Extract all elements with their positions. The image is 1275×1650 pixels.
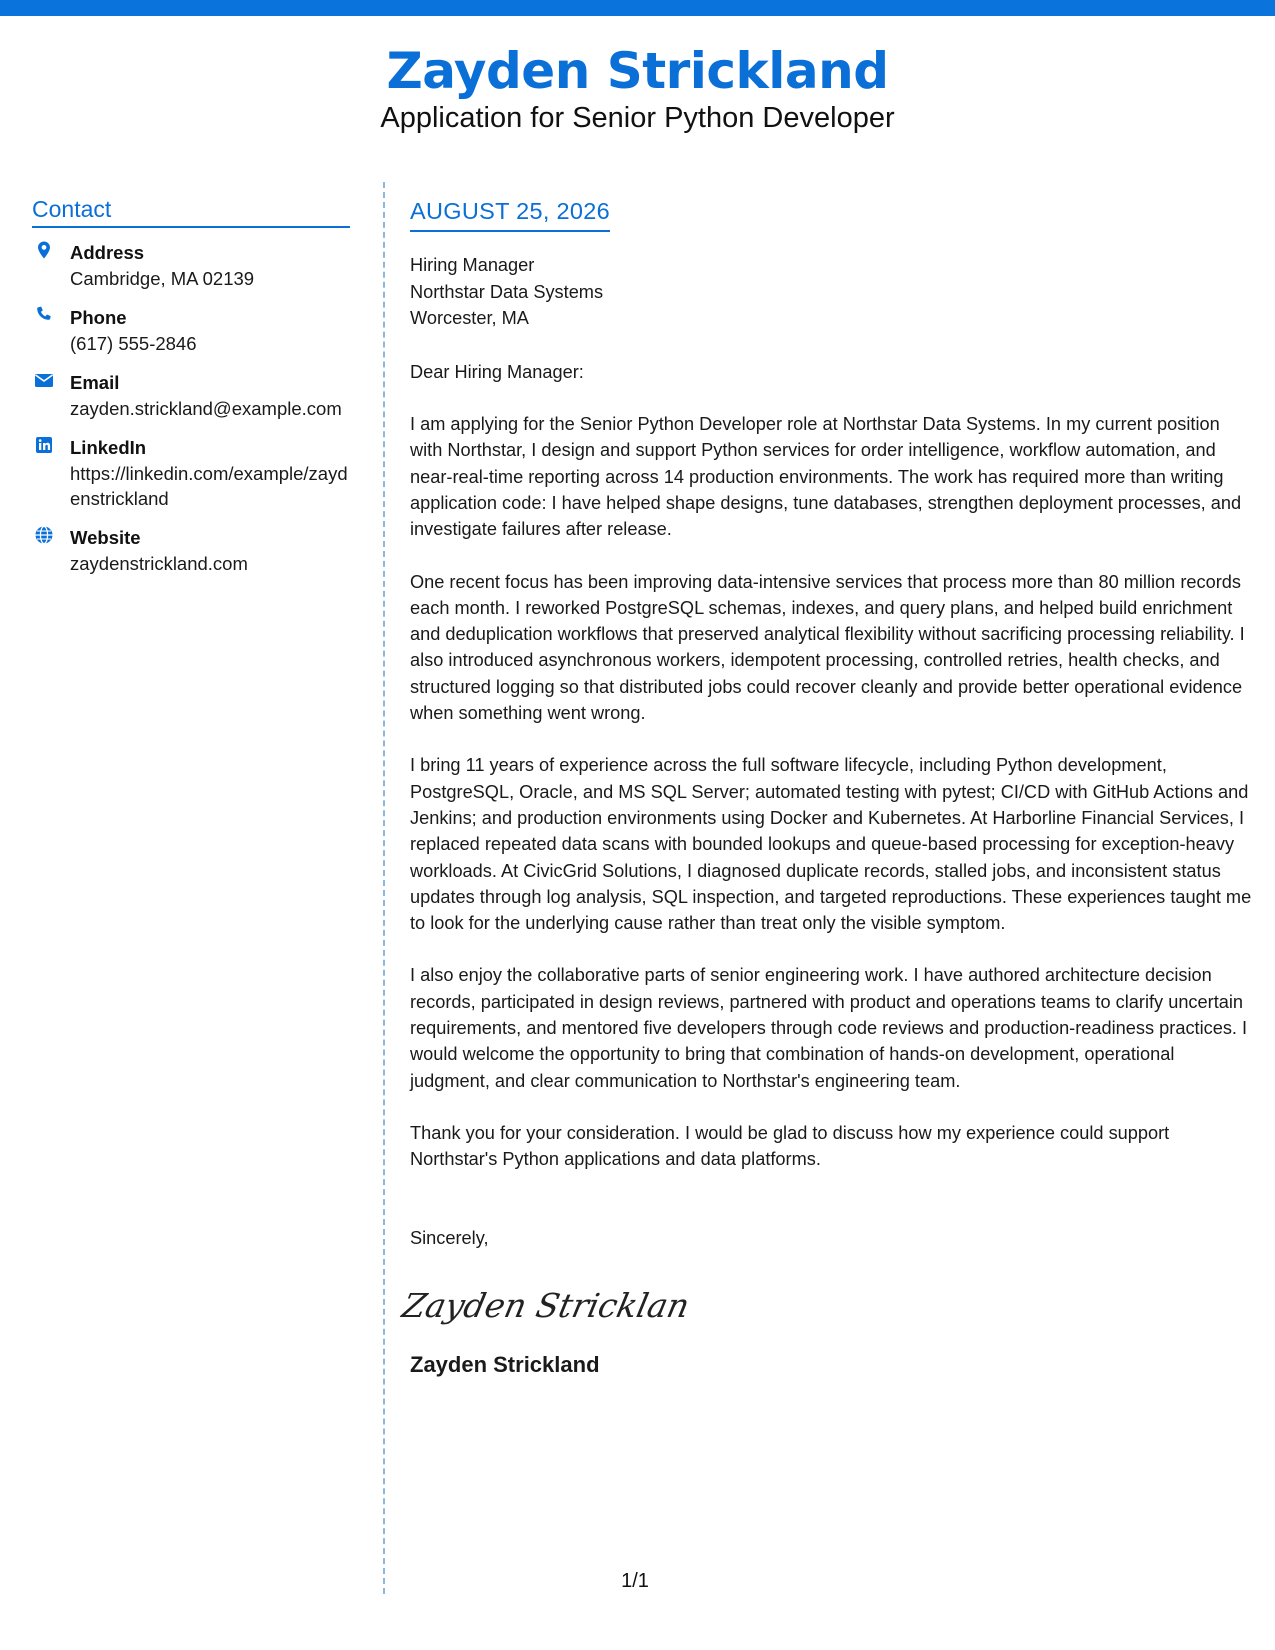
contact-phone-value: (617) 555-2846 [70, 333, 197, 354]
linkedin-icon [34, 435, 54, 455]
recipient-line: Worcester, MA [410, 308, 529, 329]
letter-paragraph: I am applying for the Senior Python Developer role at Northstar Data Systems. In my current position with Northstar, I design and support Python services for order intelligence, workflow automation, and near-real-time reporting across 14 production environments. The work has required more than writing application code: I have helped shape designs, tune databases, strengthen deployment processes, and investigate failures after release. [410, 414, 1242, 540]
letter-paragraph: One recent focus has been improving data-intensive services that process more than 80 million records each month. I reworked PostgreSQL schemas, indexes, and query plans, and helped build enrichment and deduplication workflows that preserved analytical flexibility without sacrificing processing reliability. I also introduced asynchronous workers, idempotent processing, controlled retries, health checks, and structured logging so that distributed jobs could recover cleanly and provide better operational evidence when something went wrong. [410, 571, 1245, 724]
application-subtitle: Application for Senior Python Developer [380, 102, 895, 134]
contact-email-value[interactable]: zayden.strickland@example.com [70, 398, 342, 419]
envelope-icon [34, 370, 54, 390]
contact-website [32, 525, 350, 576]
letter-body [398, 198, 1255, 1378]
contact-heading: Contact [32, 196, 350, 228]
recipient-block [410, 252, 1255, 332]
letter-paragraph: I bring 11 years of experience across the full software lifecycle, including Python development, PostgreSQL, Oracle, and MS SQL Server; automated testing with pytest; CI/CD with GitHub Actions and Jenkins; and production environments using Docker and Kubernetes. At Harborline Financial Services, I replaced repeated data scans with bounded lookups and queue-based processing for exception-heavy workloads. At CivicGrid Solutions, I diagnosed duplicate records, stalled jobs, and inconsistent status updates through log analysis, SQL inspection, and targeted reproductions. These experiences taught me to look for the underlying cause rather than treat only the visible symptom. [410, 755, 1252, 934]
contact-email-label: Email [70, 372, 120, 393]
signer-name: Zayden Strickland [410, 1352, 600, 1378]
contact-email [32, 370, 350, 421]
phone-icon [34, 305, 54, 325]
contact-address [32, 240, 350, 291]
letter-paragraph: Thank you for your consideration. I would be glad to discuss how my experience could support Northstar's Python applications and data platforms. [410, 1122, 1170, 1170]
letter-paragraph: I also enjoy the collaborative parts of senior engineering work. I have authored architecture decision records, participated in design reviews, partnered with product and operations teams to clarify uncertain requirements, and mentored five developers through code reviews and production-readiness practices. I would welcome the opportunity to bring that combination of hands-on development, operational judgment, and clear communication to Northstar's engineering team. [410, 965, 1248, 1091]
globe-icon [34, 525, 54, 545]
signature-text: Zayden Stricklan [398, 1286, 693, 1325]
contact-phone-label: Phone [70, 307, 127, 328]
handwritten-signature [398, 1273, 693, 1335]
contact-address-label: Address [70, 242, 145, 263]
salutation: Dear Hiring Manager: [410, 361, 584, 382]
contact-linkedin [32, 435, 350, 511]
contact-address-value: Cambridge, MA 02139 [70, 268, 255, 289]
contact-website-label: Website [70, 527, 141, 548]
top-accent-bar [0, 0, 1275, 16]
contact-linkedin-value[interactable]: https://linkedin.com/example/zaydenstrickland [70, 463, 348, 509]
column-divider [383, 182, 385, 1594]
closing: Sincerely, [410, 1227, 489, 1248]
page-number: 1/1 [621, 1570, 649, 1592]
contact-sidebar [32, 196, 350, 590]
contact-website-value[interactable]: zaydenstrickland.com [70, 553, 248, 574]
applicant-name: Zayden Strickland [386, 42, 889, 100]
letter-date: AUGUST 25, 2026 [410, 198, 610, 232]
map-pin-icon [34, 240, 54, 260]
contact-linkedin-label: LinkedIn [70, 437, 147, 458]
contact-phone [32, 305, 350, 356]
recipient-line: Hiring Manager [410, 255, 535, 276]
recipient-line: Northstar Data Systems [410, 281, 604, 302]
